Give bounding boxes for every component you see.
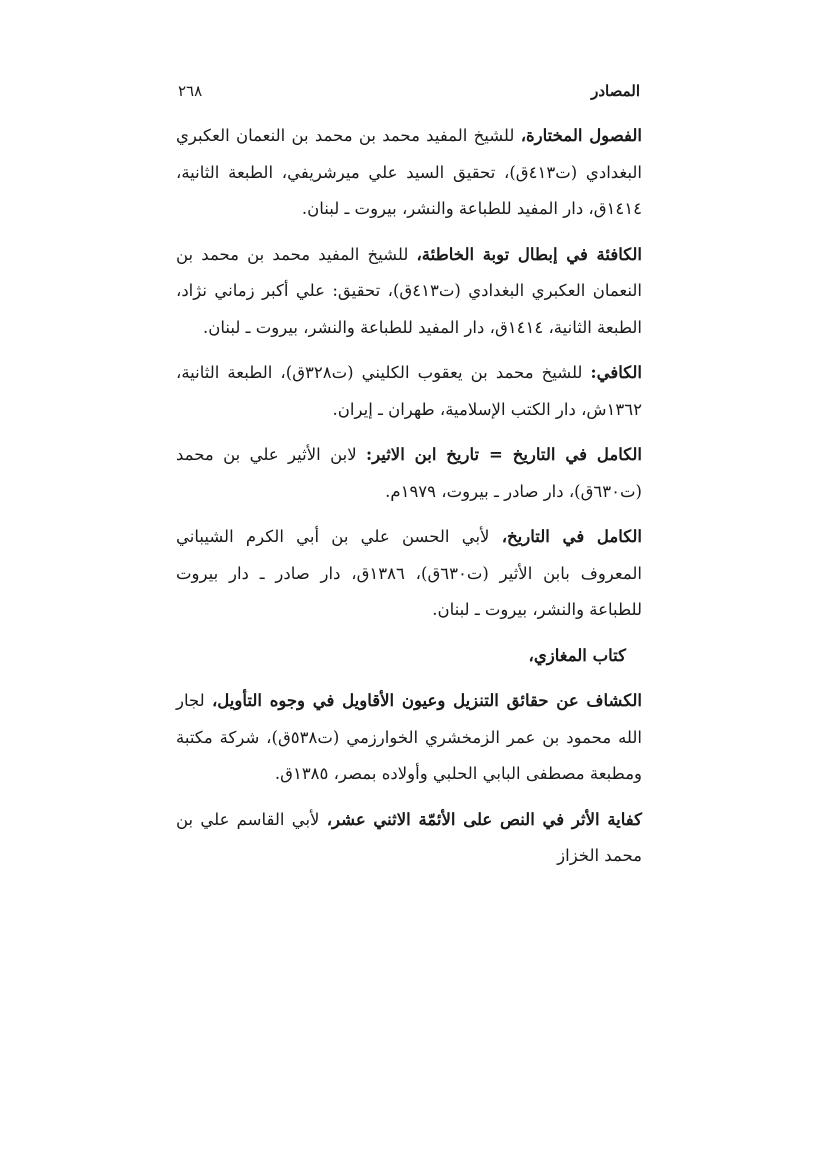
entry-title: الكامل في التاريخ = تاريخ ابن الاثير:: [366, 445, 642, 464]
entry-title: الكافي:: [590, 363, 642, 382]
entry-body: للشيخ محمد بن يعقوب الكليني (ت٣٢٨ق)، الطبعة الثانية، ١٣٦٢ش، دار الكتب الإسلامية، طهران ـ إيران.: [176, 363, 642, 419]
entry-title: الكامل في التاريخ،: [501, 527, 643, 546]
entry-body: للشيخ المفيد محمد بن محمد بن النعمان العكبري البغدادي (ت٤١٣ق)، تحقيق السيد علي ميرشريفي، الطبعة الثانية، ١٤١٤ق، دار المفيد للطباعة والنشر، بيروت ـ لبنان.: [176, 126, 642, 218]
entry-title: الكافئة في إبطال توبة الخاطئة،: [416, 244, 642, 264]
page-number: ٢٦٨: [178, 82, 203, 100]
entry-body: لأبي الحسن علي بن أبي الكرم الشيباني المعروف بابن الأثير (ت٦٣٠ق)، ١٣٨٦ق، دار صادر ـ دار بيروت للطباعة والنشر، بيروت ـ لبنان.: [176, 527, 643, 619]
bibliography-entry: [176, 519, 642, 629]
bibliography-entry: [176, 118, 642, 228]
entry-body: لأبي القاسم علي بن محمد الخزاز: [176, 809, 642, 865]
bibliography-entry: [176, 802, 642, 875]
bibliography-entry: [176, 683, 642, 793]
bibliography-entry: [176, 355, 642, 428]
entry-body: لجار الله محمود بن عمر الزمخشري الخوارزمي (ت٥٣٨ق)، شركة مكتبة ومطبعة مصطفى البابي الحلبي وأولاده بمصر، ١٣٨٥ق.: [176, 691, 642, 783]
page-header: [178, 82, 640, 110]
entry-title: الكشاف عن حقائق التنزيل وعيون الأقاويل في وجوه التأويل،: [211, 691, 643, 710]
bibliography-entry: [176, 437, 642, 510]
bibliography-cross-reference: كتاب المغازي،: [528, 645, 626, 665]
running-header-title: المصادر: [591, 82, 640, 100]
entry-body: لابن الأثير علي بن محمد (ت٦٣٠ق)، دار صادر ـ بيروت، ١٩٧٩م.: [176, 445, 642, 501]
entry-title: الفصول المختارة،: [520, 126, 642, 145]
entry-body: للشيخ المفيد محمد بن محمد بن النعمان العكبري البغدادي (ت٤١٣ق)، تحقيق: علي أكبر زماني نژاد، الطبعة الثانية، ١٤١٤ق، دار المفيد للطباعة والنشر، بيروت ـ لبنان.: [176, 244, 642, 337]
entry-title: كفاية الأثر في النص على الأئمّة الاثني عشر،: [326, 809, 642, 829]
bibliography-list: [176, 118, 642, 884]
bibliography-entry: [176, 237, 642, 347]
